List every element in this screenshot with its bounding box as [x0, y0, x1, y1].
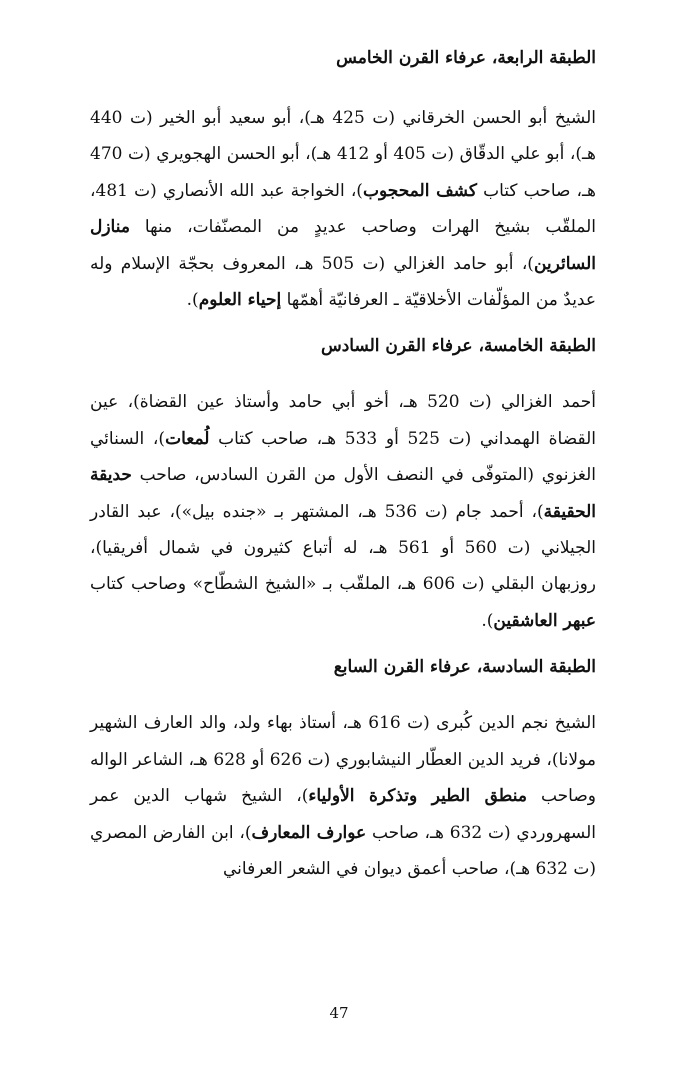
section-paragraph-fourth-class: [90, 100, 596, 318]
book-title: عبهر العاشقين: [493, 610, 596, 631]
paragraph-text: الشيخ نجم الدين كُبرى (ت 616 هـ، أستاذ بهاء ولد، والد العارف الشهير مولانا)، فريد الدين العطّار النيشابوري (ت 626 أو 628 هـ، الشاعر الواله وصاحب: [90, 713, 596, 807]
book-title: إحياء العلوم: [198, 290, 282, 311]
paragraph-text: )، أحمد جام (ت 536 هـ، المشتهر بـ «جنده بيل»)، عبد القادر الجيلاني (ت 560 أو 561 هـ، له أتباع كثيرون في شمال أفريقيا)، روزبهان البقلي (ت 606 هـ، الملقّب بـ «الشيخ الشطّاح» وصاحب كتاب: [90, 501, 597, 595]
section-heading-fifth-class: الطبقة الخامسة، عرفاء القرن السادس: [320, 336, 596, 357]
paragraph-text: )، الخواجة عبد الله الأنصاري (ت 481، الملقّب بشيخ الهرات وصاحب عديدٍ من المصنّفات، منها: [90, 180, 596, 238]
paragraph-text: ).: [186, 290, 199, 311]
paragraph-text: ).: [481, 610, 494, 631]
book-title: عوارف المعارف: [251, 822, 367, 843]
book-title: منازل السائرين: [90, 217, 596, 274]
paragraph-text: أحمد الغزالي (ت 520 هـ، أخو أبي حامد وأستاذ عين القضاة)، عين القضاة الهمداني (ت 525 أو 533 هـ، صاحب كتاب: [90, 392, 596, 449]
paragraph-text: )، السنائي الغزنوي (المتوفّى في النصف الأول من القرن السادس، صاحب: [90, 428, 596, 486]
section-heading-sixth-class: الطبقة السادسة، عرفاء القرن السابع: [333, 657, 596, 678]
book-title: كشف المحجوب: [362, 180, 477, 201]
paragraph-text: )، أبو حامد الغزالي (ت 505 هـ، المعروف بحجّة الإسلام وله عديدٌ من المؤلّفات الأخلاقيّة ـ العرفانيّة أهمّها: [90, 253, 596, 311]
paragraph-text: )، الشيخ شهاب الدين عمر السهروردي (ت 632 هـ، صاحب: [90, 786, 596, 843]
paragraph-text: )، ابن الفارض المصري (ت 632 هـ)، صاحب أعمق ديوان في الشعر العرفاني: [90, 822, 596, 879]
section-paragraph-fifth-class: [90, 384, 596, 639]
page-body: [90, 40, 596, 887]
section-heading-fourth-class: الطبقة الرابعة، عرفاء القرن الخامس: [336, 48, 596, 68]
book-title: لُمعات: [165, 428, 210, 449]
book-title: منطق الطير وتذكرة الأولياء: [308, 786, 527, 807]
paragraph-text: الشيخ أبو الحسن الخرقاني (ت 425 هـ)، أبو سعيد أبو الخير (ت 440 هـ)، أبو علي الدقّاق (ت 405 أو 412 هـ)، أبو الحسن الهجويري (ت 470 هـ، صاحب كتاب: [90, 108, 596, 201]
section-paragraph-sixth-class: [90, 705, 596, 887]
page-number: 47: [329, 1004, 349, 1022]
book-title: حديقة الحقيقة: [90, 465, 596, 522]
